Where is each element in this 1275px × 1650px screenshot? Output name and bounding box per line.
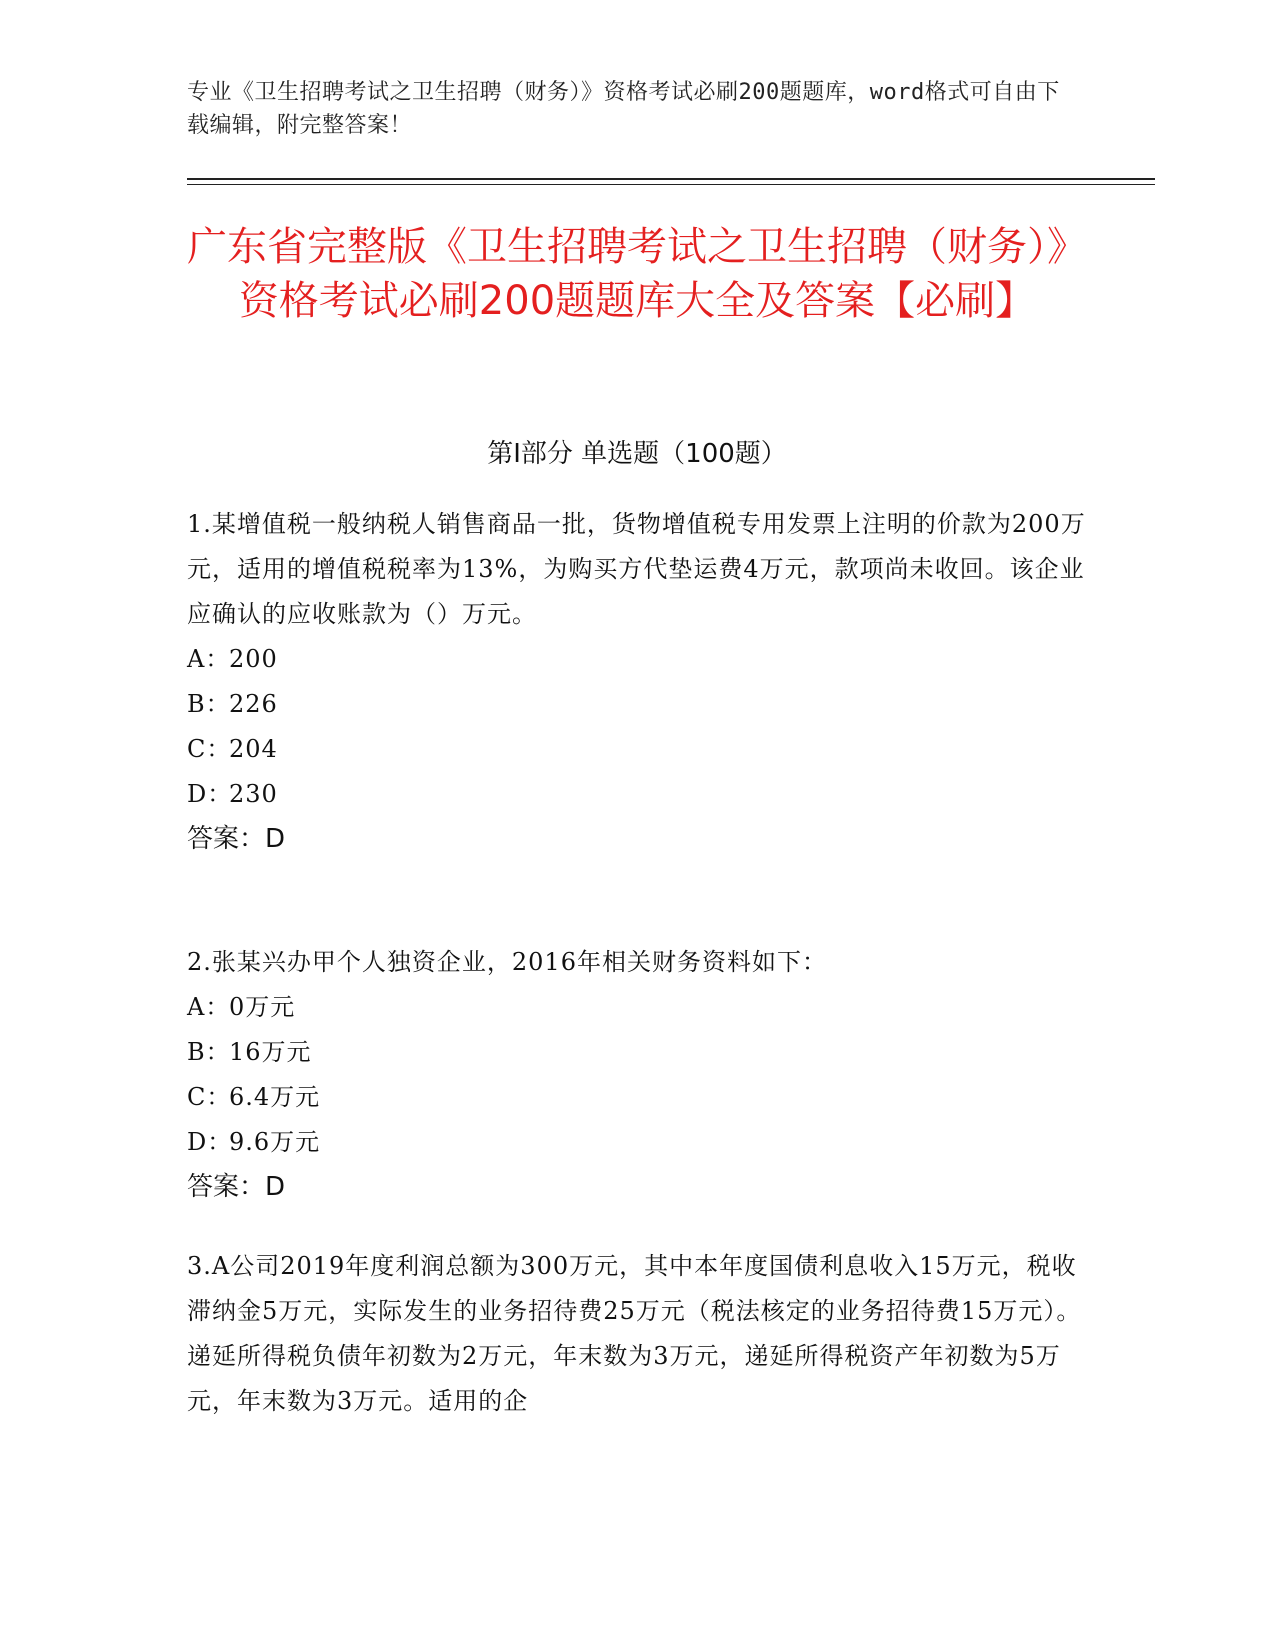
option-key: D：	[187, 1128, 233, 1156]
header-note: 专业《卫生招聘考试之卫生招聘（财务）》资格考试必刷200题题库，word格式可自由下载编辑，附完整答案！	[187, 80, 1060, 138]
option-text: 226	[229, 690, 278, 718]
question-2	[187, 940, 1087, 1210]
option-text: 16万元	[229, 1038, 312, 1066]
option-key: D：	[187, 780, 233, 808]
option-c	[187, 727, 1087, 772]
answer: 答案：D	[187, 1172, 286, 1202]
option-text: 9.6万元	[229, 1128, 321, 1156]
section-title: 第Ⅰ部分 单选题（100题）	[487, 439, 787, 469]
option-key: B：	[187, 690, 231, 718]
option-a	[187, 637, 1087, 682]
option-key: A：	[187, 645, 231, 673]
question-stem: 3.A公司2019年度利润总额为300万元，其中本年度国债利息收入15万元，税收滞纳金5万元，实际发生的业务招待费25万元（税法核定的业务招待费15万元）。递延所得税负债年初数为2万元，年末数为3万元，递延所得税资产年初数为5万元，年末数为3万元。适用的企	[187, 1252, 1082, 1415]
header-divider-thick	[187, 178, 1155, 180]
option-key: C：	[187, 1083, 232, 1111]
answer: 答案：D	[187, 824, 286, 854]
question-stem: 1.某增值税一般纳税人销售商品一批，货物增值税专用发票上注明的价款为200万元，适用的增值税税率为13%，为购买方代垫运费4万元，款项尚未收回。该企业应确认的应收账款为（）万元。	[187, 510, 1086, 628]
option-text: 6.4万元	[229, 1083, 321, 1111]
option-key: B：	[187, 1038, 231, 1066]
document-title: 广东省完整版《卫生招聘考试之卫生招聘（财务）》资格考试必刷200题题库大全及答案【必刷】	[187, 224, 1087, 324]
question-1	[187, 502, 1087, 862]
option-b	[187, 682, 1087, 727]
option-a	[187, 985, 1087, 1030]
option-d	[187, 772, 1087, 817]
option-text: 204	[229, 735, 278, 763]
question-stem: 2.张某兴办甲个人独资企业，2016年相关财务资料如下：	[187, 948, 827, 976]
header-divider-thin	[187, 184, 1155, 185]
option-text: 200	[229, 645, 278, 673]
option-key: C：	[187, 735, 232, 763]
option-text: 0万元	[229, 993, 296, 1021]
option-b	[187, 1030, 1087, 1075]
option-text: 230	[229, 780, 278, 808]
option-d	[187, 1120, 1087, 1165]
option-c	[187, 1075, 1087, 1120]
question-3	[187, 1244, 1087, 1424]
option-key: A：	[187, 993, 231, 1021]
